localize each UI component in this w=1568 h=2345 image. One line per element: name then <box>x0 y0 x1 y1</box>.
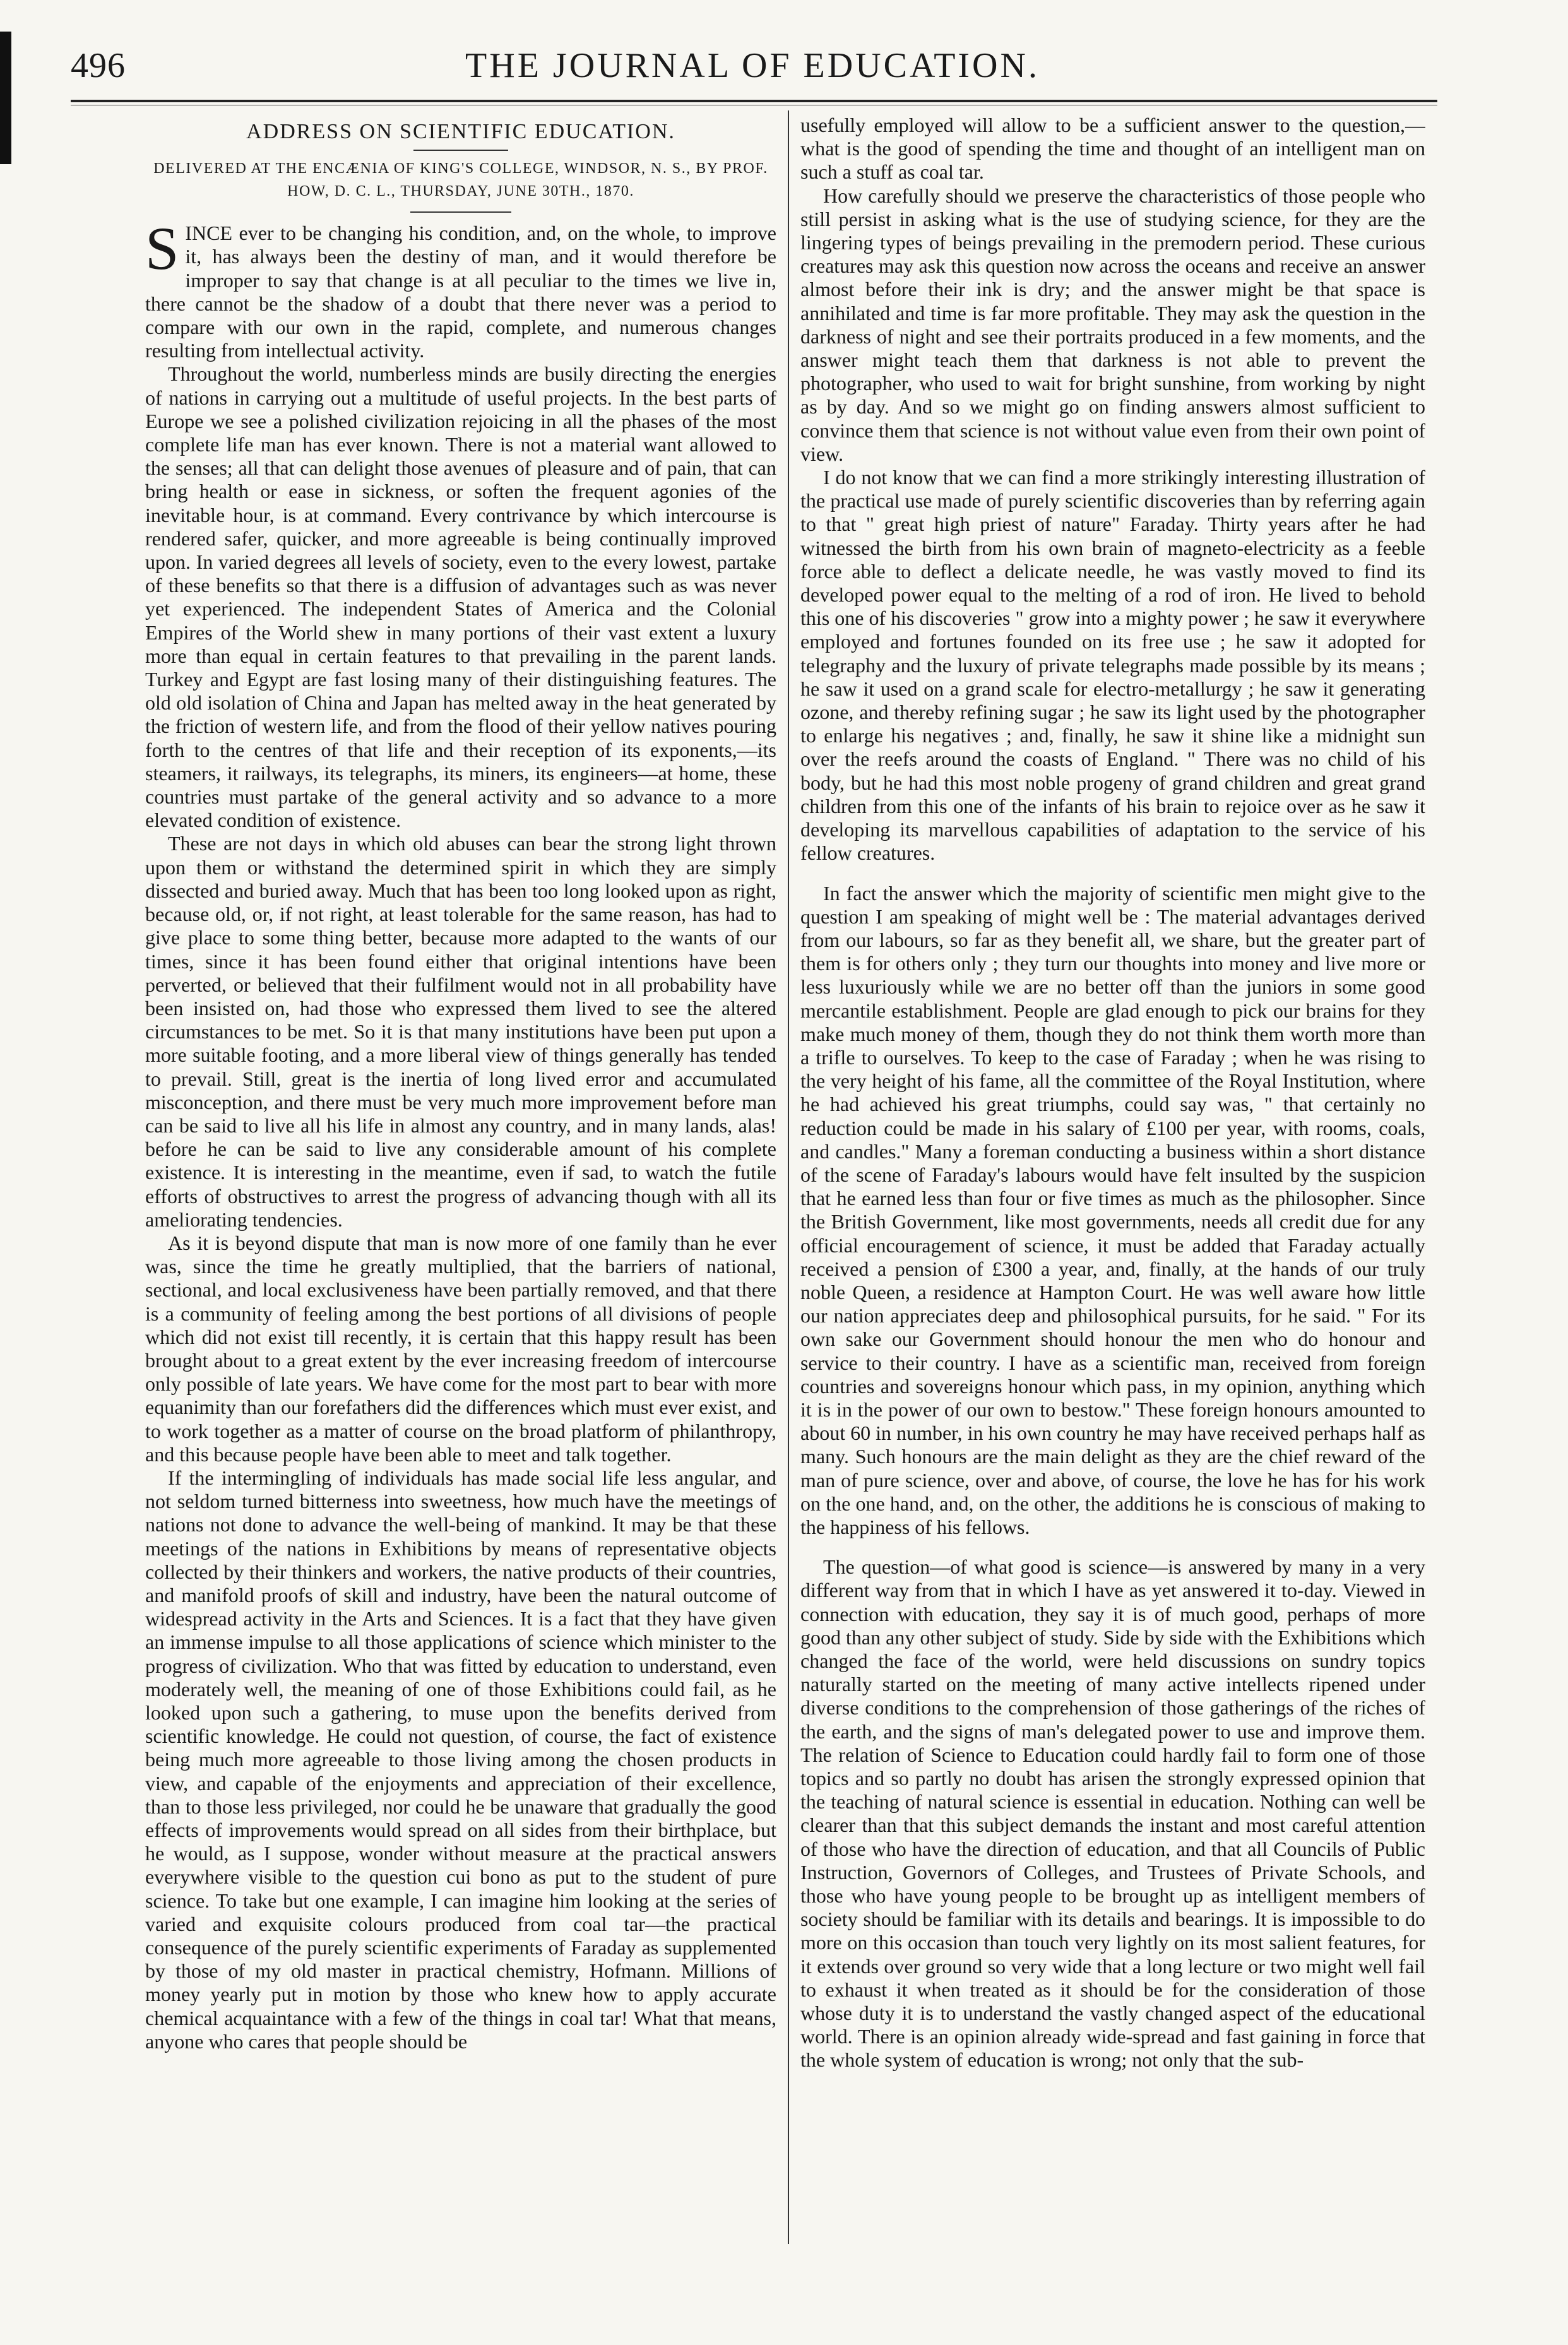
column-divider <box>788 110 789 2244</box>
journal-title: THE JOURNAL OF EDUCATION. <box>465 46 1040 85</box>
article-delivery-note: DELIVERED AT THE ENCÆNIA OF KING'S COLLEGE, WINDSOR, N. S., BY PROF. HOW, D. C. L., THURSDAY, JUNE 30TH., 1870. <box>153 160 768 200</box>
header-rule <box>71 100 1437 102</box>
drop-cap: S <box>145 215 179 283</box>
paragraph: In fact the answer which the majority of scientific men might give to the question I am speaking of might well be : The material advantages derived from our labours, so far as they benefit all, we share, but the greater part of them is for others only ; they turn our thoughts into money and live more or less luxuriously while we are no better off than the juniors in some good mercantile establishment. People are glad enough to pick our brains for they make much money of them, though they do not think them worth more than a trifle to ourselves. To keep to the case of Faraday ; when he was rising to the very height of his fame, all the committee of the Royal Institution, where he had achieved his great triumphs, could say was, " that certainly no reduction could be made in his salary of £100 per year, with rooms, coals, and candles." Many a foreman conducting a business within a short distance of the scene of Faraday's labours would have felt insulted by the suspicion that he earned less than four or five times as much as the philosopher. Since the British Government, like most governments, needs all credit due for any official encouragement of science, it must be added that Faraday actually received a pension of £300 a year, and, finally, at the hands of our truly noble Queen, a residence at Hampton Court. He was well aware how little our nation appreciates deep and philosophical pursuits, for he said. " For its own sake our Government should honour the men who do honour and service to their country. I have as a scientific man, received from foreign countries and sovereigns honour which pass, in my opinion, anything which it is in the power of our own to bestow." These foreign honours amounted to about 60 in number, in his own country he may have received perhaps half as many. Such honours are the main delight as they are the chief reward of the man of pure science, over and above, of course, the love he has for his work on the one hand, and, on the other, the additions he is conscious of making to the happiness of his fellows. <box>800 881 1425 1538</box>
paragraph: How carefully should we preserve the characteristics of those people who still persist in asking what is the use of studying science, for they are the lingering types of beings prevailing in the premodern period. These curious creatures may ask this question now across the oceans and receive an answer almost before their ink is dry; and the answer might be that space is annihilated and time is far more profitable. They may ask the question in the darkness of night and see their portraits produced in a few moments, and the answer might teach them that darkness is not able to prevent the photographer, who used to wait for bright sunshine, from working by night as by day. And so we might go on finding answers almost sufficient to convince them that science is not without value even from their own point of view. <box>800 184 1425 465</box>
paragraph-gap <box>800 1539 1425 1555</box>
paragraph: usefully employed will allow to be a sufficient answer to the question,—what is the good of spending the time and thought of an intelligent man on such a stuff as coal tar. <box>800 114 1425 184</box>
page-number: 496 <box>71 46 126 85</box>
paragraph: Throughout the world, numberless minds are busily directing the energies of nations in carrying out a multitude of useful projects. In the best parts of Europe we see a polished civilization rejoicing in all the phases of the most complete life man has ever known. There is not a material want allowed to the senses; all that can delight those avenues of pleasure and of pain, that can bring health or ease in sickness, or soften the frequent agonies of the inevitable hour, is at command. Every contrivance by which intercourse is rendered safer, quicker, and more agreeable is being continually improved upon. In varied degrees all levels of society, even to the every lowest, partake of these benefits so that there is a diffusion of advantages such as was never yet experienced. The independent States of America and the Colonial Empires of the World shew in many portions of their vast extent a luxury more than equal in certain features to that prevailing in the parent lands. Turkey and Egypt are fast losing many of their distinguishing features. The old old isolation of China and Japan has melted away in the heat generated by the friction of western life, and from the flood of their yellow natives pouring forth to the centres of that life and their reception of its exponents,—its steamers, it railways, its telegraphs, its miners, its engineers—at home, these countries must partake of the general activity and so advance to a more elevated condition of existence. <box>145 362 776 832</box>
binding-mark <box>0 32 11 164</box>
left-column <box>145 114 776 2247</box>
delivery-rule <box>410 211 511 213</box>
right-column <box>800 114 1425 2247</box>
title-rule <box>413 150 508 151</box>
paragraph: I do not know that we can find a more strikingly interesting illustration of the practical use made of purely scientific discoveries than by referring again to that " great high priest of nature" Faraday. Thirty years after he had witnessed the birth from his own brain of magneto-electricity as a feeble force able to deflect a delicate needle, he was vastly moved to find its developed power equal to the melting of a rod of iron. He lived to behold this one of his discoveries " grow into a mighty power ; he saw it everywhere employed and fortunes founded on its free use ; he saw it adopted for telegraphy and the luxury of private telegraphs made possible by its means ; he saw it used on a grand scale for electro-metallurgy ; he saw it generating ozone, and thereby refining sugar ; he saw its light used by the photographer to enlarge his negatives ; and, finally, he saw it shine like a midnight sun over the reefs around the coasts of England. " There was no child of his body, but he had this most noble progeny of grand children and great grand children from this one of the infants of his brain to rejoice over as he saw it developing its marvellous capabilities of adaptation to the service of his fellow creatures. <box>800 466 1425 865</box>
paragraph-text: INCE ever to be changing his condition, and, on the whole, to improve it, has always been the destiny of man, and it would therefore be improper to say that change is at all peculiar to the times we live in, there cannot be the shadow of a doubt that there never was a period to compare with our own in the rapid, complete, and numerous changes resulting from intellectual activity. <box>145 222 776 362</box>
paragraph: These are not days in which old abuses can bear the strong light thrown upon them or withstand the determined spirit in which they are simply dissected and buried away. Much that has been too long looked upon as right, because old, or, if not right, at least tolerable for the same reason, has had to give place to some thing better, because more adapted to the wants of our times, since it has been found either that original intentions have been perverted, or believed that their fulfilment would not in all probability have been insisted on, had those who expressed them lived to see the altered circumstances to be met. So it is that many institutions have been put upon a more suitable footing, and a more liberal view of things generally has tended to prevail. Still, great is the inertia of long lived error and accumulated misconception, and there must be very much more improvement before man can be said to live all his life in almost any country, and in many lands, alas! before he can be said to live any considerable amount of his complete existence. It is interesting in the meantime, even if sad, to watch the futile efforts of obstructives to arrest the progress of advancing though with all its ameliorating tendencies. <box>145 832 776 1231</box>
paragraph: As it is beyond dispute that man is now more of one family than he ever was, since the time he greatly multiplied, that the barriers of national, sectional, and local exclusiveness have been partially removed, and that there is a community of feeling among the best portions of all divisions of people which did not exist till recently, it is certain that this happy result has been brought about to a great extent by the ever increasing freedom of intercourse only possible of late years. We have come for the most part to bear with more equanimity than our forefathers did the differences which must ever exist, and to work together as a matter of course on the broad platform of philanthropy, and this because people have been able to meet and talk together. <box>145 1231 776 1466</box>
paragraph <box>145 215 776 362</box>
page-header <box>71 40 1434 104</box>
paragraph-gap <box>800 865 1425 882</box>
paragraph: The question—of what good is science—is answered by many in a very different way from that in which I have as yet answered it to-day. Viewed in connection with education, they say it is of much good, perhaps of more good than any other subject of study. Side by side with the Exhibitions which changed the face of the world, were held discussions on sundry topics naturally started on the meeting of many active intellects ripened under diverse conditions to the comprehension of those gatherings of the riches of the earth, and the signs of man's delegated power to use and improve them. The relation of Science to Education could hardly fail to form one of those topics and so partly no doubt has arisen the strongly expressed opinion that the teaching of natural science is essential in education. Nothing can well be clearer than that this subject demands the instant and most careful attention of those who have the direction of education, and that all Councils of Public Instruction, Governors of Colleges, and Trustees of Private Schools, and those who have young people to be brought up as intelligent members of society should be familiar with its details and bearings. It is impossible to do more on this occasion than touch very lightly on its most salient features, for it extends over ground so very wide that a long lecture or two might well fail to exhaust it when treated as it should be for the consideration of those whose duty it is to understand the vastly changed aspect of the educational world. There is an opinion already wide-spread and fast gaining in force that the whole system of education is wrong; not only that the sub- <box>800 1555 1425 2072</box>
paragraph: If the intermingling of individuals has made social life less angular, and not seldom turned bitterness into sweetness, how much have the meetings of nations not done to advance the well-being of mankind. It may be that these meetings of the nations in Exhibitions by means of representative objects collected by their thinkers and workers, the native products of their countries, and manifold proofs of skill and industry, have been the natural outcome of widespread activity in the Arts and Sciences. It is a fact that they have given an immense impulse to all those applications of science which minister to the progress of civilization. Who that was fitted by education to understand, even moderately well, the meaning of one of those Exhibitions could fail, as he looked upon such a gathering, to muse upon the benefits derived from scientific knowledge. He could not question, of course, the fact of existence being much more agreeable to those living among the chosen products in view, and capable of the enjoyments and appreciation of their excellence, than to those less privileged, nor could he be unaware that gradually the good effects of improvements would spread on all sides from their birthplace, but he would, as I suppose, wonder without measure at the practical answers everywhere visible to the question cui bono as put to the student of pure science. To take but one example, I can imagine him looking at the series of varied and exquisite colours produced from coal tar—the practical consequence of the purely scientific experiments of Faraday as supplemented by those of my old master in practical chemistry, Hofmann. Millions of money yearly put in motion by those who knew how to apply accurate chemical acquaintance with a few of the things in coal tar! What that means, anyone who cares that people should be <box>145 1466 776 2053</box>
article-title: ADDRESS ON SCIENTIFIC EDUCATION. <box>246 120 675 143</box>
